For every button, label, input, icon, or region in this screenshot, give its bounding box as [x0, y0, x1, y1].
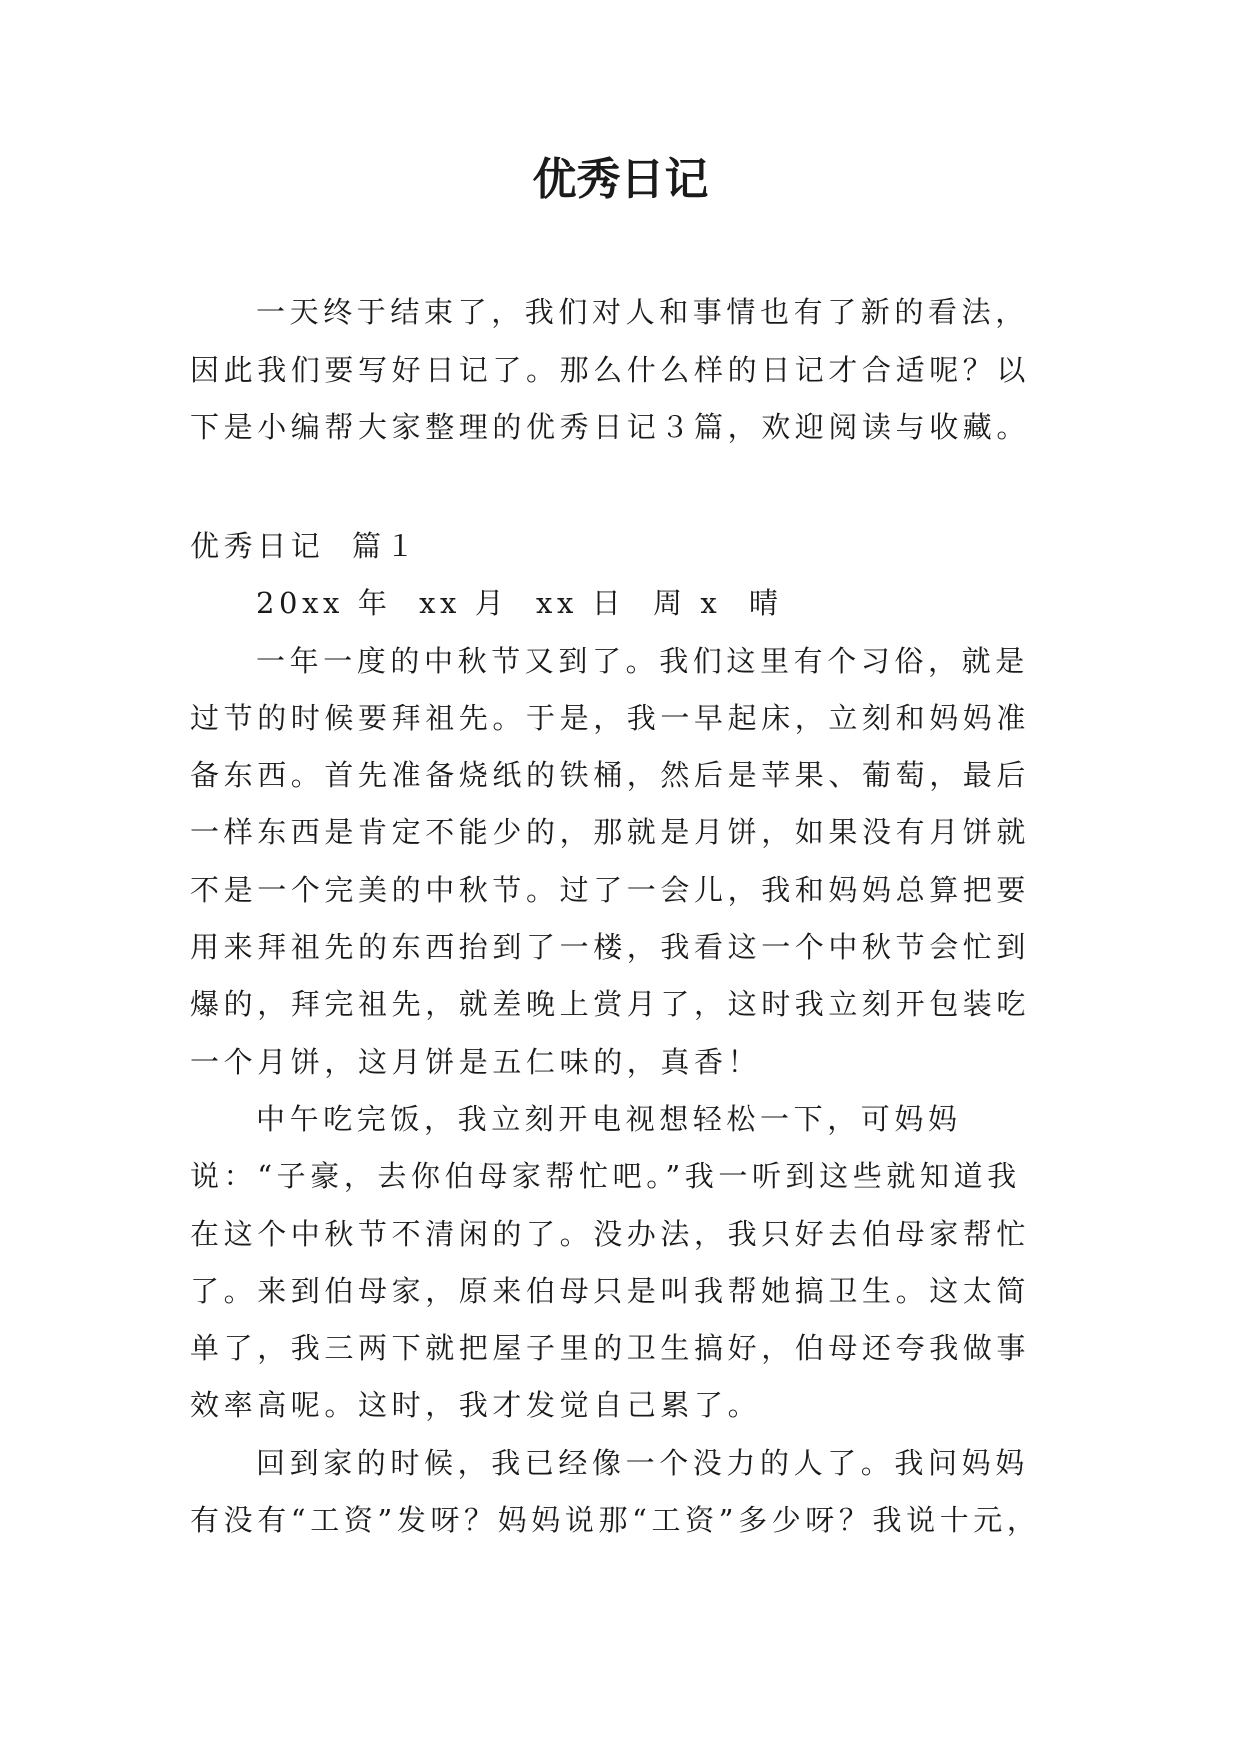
document-title: 优秀日记 — [532, 154, 709, 205]
entry-paragraph-1: 一年一度的中秋节又到了。我们这里有个习俗，就是过节的时候要拜祖先。于是，我一早起床，立刻和妈妈准备东西。首先准备烧纸的铁桶，然后是苹果、葡萄，最后一样东西是肯定不能少的，那就是月饼，如果没有月饼就不是一个完美的中秋节。过了一会儿，我和妈妈总算把要用来拜祖先的东西抬到了一楼，我看这一个中秋节会忙到爆的，拜完祖先，就差晚上赏月了，这时我立刻开包装吃一个月饼，这月饼是五仁味的，真香！ — [190, 643, 1031, 1079]
entry-paragraph-2: 中午吃完饭，我立刻开电视想轻松一下，可妈妈说：“子豪，去你伯母家帮忙吧。”我一听到这些就知道我在这个中秋节不清闲的了。没办法，我只好去伯母家帮忙了。来到伯母家，原来伯母只是叫我帮她搞卫生。这太简单了，我三两下就把屋子里的卫生搞好，伯母还夸我做事效率高呢。这时，我才发觉自己累了。 — [190, 1101, 1031, 1423]
diary-entry-1 — [190, 518, 1050, 1549]
intro-paragraph: 一天终于结束了，我们对人和事情也有了新的看法，因此我们要写好日记了。那么什么样的日记才合适呢？以下是小编帮大家整理的优秀日记３篇，欢迎阅读与收藏。 — [190, 295, 1031, 444]
section-heading: 优秀日记 篇１ — [190, 529, 420, 563]
date-weather-line: 20xx 年 xx 月 xx 日 周 x 晴 — [256, 586, 783, 621]
entry-paragraph-3: 回到家的时候，我已经像一个没力的人了。我问妈妈有没有“工资”发呀？妈妈说那“工资”多少呀？我说十元， — [190, 1445, 1041, 1538]
